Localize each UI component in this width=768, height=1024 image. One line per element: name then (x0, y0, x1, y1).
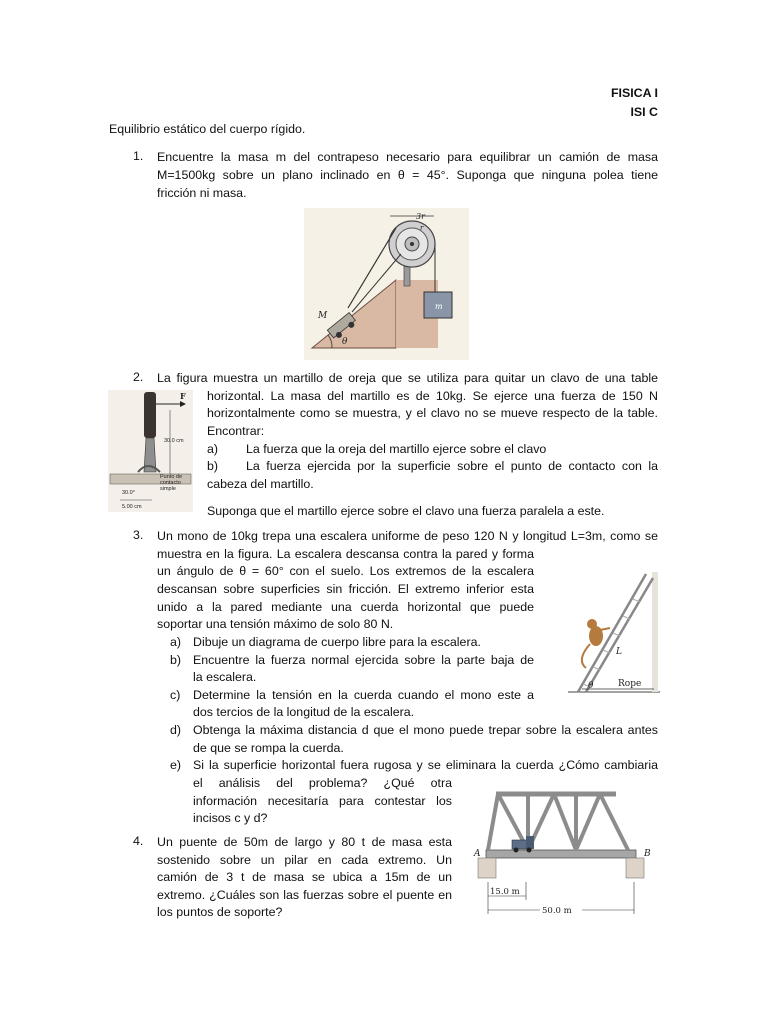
problem-2-item-label: a) (207, 442, 219, 456)
problem-1-number: 1. (133, 149, 144, 163)
ladder-length-label: L (616, 647, 622, 657)
dimension-30cm: 30.0 cm (164, 438, 184, 444)
problem-3-item-text: información necesitaría para contestar los (193, 794, 452, 808)
page-title: Equilibrio estático del cuerpo rígido. (109, 122, 306, 136)
problem-3-item-label: a) (170, 635, 182, 649)
problem-2-item-label: b) (207, 459, 219, 473)
contact-label: simple (160, 486, 176, 492)
problem-3-item-text: la escalera. (193, 670, 257, 684)
problem-3-item-text: dos tercios de la longitud de la escalera. (193, 705, 415, 719)
problem-2-note: Suponga que el martillo ejerce sobre el clavo una fuerza paralela a este. (207, 504, 605, 518)
problem-4-line: Un puente de 50m de largo y 80 t de masa esta (157, 835, 452, 849)
problem-1-line: fricción ni masa. (157, 186, 247, 200)
problem-3-line: un ángulo de θ = 60° con el suelo. Los extremos de la escalera (157, 564, 534, 578)
contact-label: Punto de (160, 474, 183, 480)
dimension-15m: 15.0 m (490, 887, 520, 897)
angle-theta: θ (342, 337, 348, 347)
problem-2-line: horizontal. La masa del martillo es de 10kg. Se ejerce una fuerza de 150 N (207, 389, 658, 403)
problem-3-item-text: Determine la tensión en la cuerda cuando el mono este a (193, 688, 534, 702)
figure-monkey-ladder (566, 572, 660, 696)
figure-truck-pulley (304, 208, 469, 360)
problem-3-item-text: de que se rompa la cuerda. (193, 741, 344, 755)
problem-3-item-text: incisos c y d? (193, 811, 268, 825)
problem-3-line: descansan sobre superficies sin fricción. El extremo inferior esta (157, 582, 534, 596)
problem-3-item-text: Encuentre la fuerza normal ejercida sobre la parte baja de (193, 653, 534, 667)
problem-4-number: 4. (133, 834, 144, 848)
dim-r: r (420, 224, 424, 232)
pier-right (626, 858, 644, 878)
problem-3-line: soportar una tensión máximo de solo 80 N. (157, 617, 394, 631)
problem-3-item-text: Obtenga la máxima distancia d que el mono puede trepar sobre la escalera antes (193, 723, 658, 737)
problem-3-item-label: b) (170, 653, 182, 667)
bridge-deck (486, 850, 636, 858)
problem-1-line: Encuentre la masa m del contrapeso necesario para equilibrar un camión de masa (157, 150, 658, 164)
problem-4-line: extremo. ¿Cuáles son las fuerzas sobre el puente en (157, 888, 452, 902)
problem-3-item-label: c) (170, 688, 181, 702)
problem-3-item-text: Si la superficie horizontal fuera rugosa y se eliminara la cuerda ¿Cómo cambiaria (193, 758, 658, 772)
problem-2-item-text: cabeza del martillo. (207, 477, 314, 491)
problem-4-line: los puntos de soporte? (157, 905, 283, 919)
problem-3-line: unido a la pared mediante una cuerda horizontal que puede (157, 600, 534, 614)
problem-4-line: camión de 3 t de masa se ubica a 15m de un (157, 870, 452, 884)
dim-3r: 3r (416, 212, 425, 221)
support-a-label: A (474, 849, 481, 859)
figure-truss-bridge (466, 784, 660, 918)
header-course: FISICA I (610, 86, 658, 100)
problem-3-line: Un mono de 10kg trepa una escalera uniforme de peso 120 N y longitud L=3m, como se (157, 529, 658, 543)
problem-2-number: 2. (133, 370, 144, 384)
problem-3-item-label: d) (170, 723, 182, 737)
problem-4-line: sostenido sobre un pilar en cada extremo. Un (157, 853, 452, 867)
dimension-5cm: 5.00 cm (122, 504, 142, 510)
header-section: ISI C (630, 105, 658, 119)
rope-label: Rope (618, 679, 642, 689)
force-label: F (180, 391, 186, 401)
figure-claw-hammer (108, 390, 193, 512)
truck-mass-label: M (318, 311, 328, 321)
contact-label: contacto (160, 480, 181, 486)
problem-2-line: La figura muestra un martillo de oreja que se utiliza para quitar un clavo de una table (157, 371, 658, 385)
hammer-handle (144, 392, 156, 438)
angle-theta: θ (588, 681, 594, 691)
problem-3-item-text: Dibuje un diagrama de cuerpo libre para la escalera. (193, 635, 481, 649)
problem-3-line: muestra en la figura. La escalera descansa contra la pared y forma (157, 547, 534, 561)
problem-3-number: 3. (133, 528, 144, 542)
support-b-label: B (644, 849, 651, 859)
mass-label: m (435, 302, 443, 311)
dimension-50m: 50.0 m (542, 906, 572, 916)
angle-30: 30.0° (122, 490, 135, 496)
pier-left (478, 858, 496, 878)
problem-2-item-text: La fuerza ejercida por la superficie sobre el punto de contacto con la (246, 459, 658, 473)
problem-2-line: horizontalmente como se muestra, y el clavo no se mueve respecto de la table. (207, 406, 658, 420)
problem-1-line: M=1500kg sobre un plano inclinado en θ = 45°. Suponga que ninguna polea tiene (157, 168, 658, 182)
problem-3-item-text: el análisis del problema? ¿Qué otra (193, 776, 452, 790)
problem-2-item-text: La fuerza que la oreja del martillo ejerce sobre el clavo (246, 442, 547, 456)
problem-2-line: Encontrar: (207, 424, 265, 438)
problem-3-item-label: e) (170, 758, 182, 772)
